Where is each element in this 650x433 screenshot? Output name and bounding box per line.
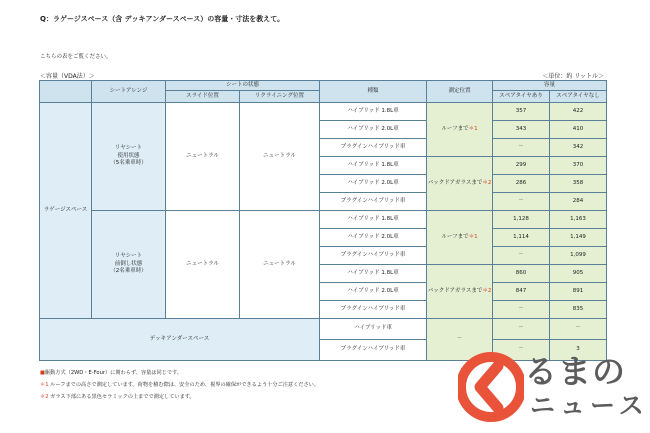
seat-arrange-line: （2名乗車時）: [110, 268, 147, 275]
measure-position-cell: [427, 265, 493, 319]
measure-position-mark: ＊1: [468, 233, 478, 240]
measure-position-text: ルーフまで: [441, 233, 469, 240]
header-blank: [40, 81, 92, 103]
capacity-without-spare: 891: [550, 283, 607, 301]
reclining-position-cell: ニュートラル: [240, 211, 320, 319]
type-cell: ハイブリッド 2.0L車: [320, 121, 427, 139]
capacity-with-spare: －: [493, 247, 550, 265]
measure-position-cell: [427, 211, 493, 265]
header-seat-state: シートの状態: [166, 81, 320, 91]
capacity-with-spare: 286: [493, 175, 550, 193]
slide-position-cell: ニュートラル: [166, 211, 240, 319]
header-slide-position: スライド位置: [166, 91, 240, 103]
seat-arrange-cell: [92, 211, 166, 319]
table-body: [40, 103, 607, 361]
capacity-without-spare: 3: [550, 340, 607, 361]
capacity-with-spare: －: [493, 193, 550, 211]
capacity-without-spare: 1,149: [550, 229, 607, 247]
measure-position-cell: [427, 103, 493, 157]
capacity-with-spare: 1,114: [493, 229, 550, 247]
measure-position-text: バックドアガラスまで: [427, 179, 483, 186]
capacity-without-spare: 835: [550, 301, 607, 319]
capacity-with-spare: 343: [493, 121, 550, 139]
capacity-without-spare: 905: [550, 265, 607, 283]
capacity-without-spare: －: [550, 319, 607, 340]
category-deck: デッキアンダースペース: [40, 319, 320, 361]
measure-position-text: バックドアガラスまで: [427, 287, 483, 294]
capacity-with-spare: 847: [493, 283, 550, 301]
measure-position-cell: －: [427, 319, 493, 361]
capacity-without-spare: 410: [550, 121, 607, 139]
table-caption: ＜容量（VDA法）＞: [40, 73, 95, 80]
type-cell: ハイブリッド 2.0L車: [320, 229, 427, 247]
capacity-with-spare: 860: [493, 265, 550, 283]
logo-k-mark-icon: [458, 344, 524, 430]
footnote: [40, 391, 319, 403]
footnote-mark: ■: [40, 370, 45, 376]
header-seat-arrange: シートアレンジ: [92, 81, 166, 103]
luggage-capacity-table: [39, 80, 607, 361]
measure-position-mark: ＊2: [482, 179, 492, 186]
category-luggage: ラゲージスペース: [40, 103, 92, 319]
type-cell: プラグインハイブリッド車: [320, 139, 427, 157]
seat-arrange-line: 使用状態: [117, 152, 140, 159]
footnote-mark: ＊1: [40, 382, 49, 388]
type-cell: ハイブリッド 2.0L車: [320, 283, 427, 301]
footnote: [40, 367, 319, 379]
capacity-with-spare: －: [493, 139, 550, 157]
seat-arrange-cell: [92, 103, 166, 211]
unit-caption: ＜単位：約 リットル＞: [542, 73, 604, 80]
type-cell: プラグインハイブリッド車: [320, 301, 427, 319]
type-cell: プラグインハイブリッド車: [320, 247, 427, 265]
logo-text-sub: ニュース: [530, 391, 649, 420]
type-cell: プラグインハイブリッド車: [320, 193, 427, 211]
capacity-with-spare: －: [493, 319, 550, 340]
header-type: 種類: [320, 81, 427, 103]
measure-position-mark: ＊2: [482, 287, 492, 294]
type-cell: ハイブリッド 1.8L車: [320, 211, 427, 229]
seat-arrange-line: リヤシート: [114, 145, 143, 152]
footnote-text: ガラス下部にある黒色セラミックの上までで測定しています。: [50, 394, 195, 400]
capacity-without-spare: 358: [550, 175, 607, 193]
capacity-with-spare: 357: [493, 103, 550, 121]
measure-position-mark: ＊1: [468, 125, 478, 132]
table-row: [40, 211, 607, 229]
type-cell: ハイブリッド 1.8L車: [320, 265, 427, 283]
capacity-without-spare: 422: [550, 103, 607, 121]
kuruma-news-logo: [458, 344, 648, 430]
seat-arrange-line: リヤシート: [114, 253, 143, 260]
header-reclining-position: リクライニング位置: [240, 91, 320, 103]
seat-arrange-line: 前倒し状態: [114, 260, 143, 267]
capacity-with-spare: 1,128: [493, 211, 550, 229]
footnotes: [40, 367, 319, 403]
type-cell: ハイブリッド車: [320, 319, 427, 340]
header-capacity: 容量: [493, 81, 607, 91]
logo-text: るまの: [524, 352, 626, 391]
reclining-position-cell: ニュートラル: [240, 103, 320, 211]
type-cell: ハイブリッド 2.0L車: [320, 175, 427, 193]
table-row: [40, 319, 607, 340]
capacity-with-spare: －: [493, 301, 550, 319]
slide-position-cell: ニュートラル: [166, 103, 240, 211]
type-cell: ハイブリッド 1.8L車: [320, 157, 427, 175]
header-spare-without: スペアタイヤなし: [550, 91, 607, 103]
footnote: [40, 379, 319, 391]
seat-arrange-line: （5名乗車時）: [110, 160, 147, 167]
capacity-without-spare: 1,099: [550, 247, 607, 265]
footnote-text: 駆動方式（2WD・E-Four）に関わらず、容量は同じです。: [44, 370, 182, 376]
table-row: [40, 103, 607, 121]
type-cell: ハイブリッド 1.8L車: [320, 103, 427, 121]
table-header: [40, 81, 607, 103]
capacity-without-spare: 342: [550, 139, 607, 157]
capacity-without-spare: 284: [550, 193, 607, 211]
type-cell: プラグインハイブリッド車: [320, 340, 427, 361]
capacity-with-spare: 299: [493, 157, 550, 175]
page-title: Q：ラゲージスペース（含 デッキアンダースペース）の容量・寸法を教えて。: [40, 15, 285, 23]
intro-text: こちらの表をご覧ください。: [40, 54, 112, 60]
header-spare-with: スペアタイヤあり: [493, 91, 550, 103]
measure-position-cell: [427, 157, 493, 211]
footnote-text: ルーフまでの高さで測定しています。荷物を積む際は、安全のため、視界の確保ができるよう十分ご注意ください。: [50, 382, 320, 388]
header-measure-position: 測定位置: [427, 81, 493, 103]
capacity-without-spare: 370: [550, 157, 607, 175]
footnote-mark: ＊2: [40, 394, 49, 400]
capacity-without-spare: 1,163: [550, 211, 607, 229]
measure-position-text: ルーフまで: [441, 125, 469, 132]
capacity-with-spare: －: [493, 340, 550, 361]
